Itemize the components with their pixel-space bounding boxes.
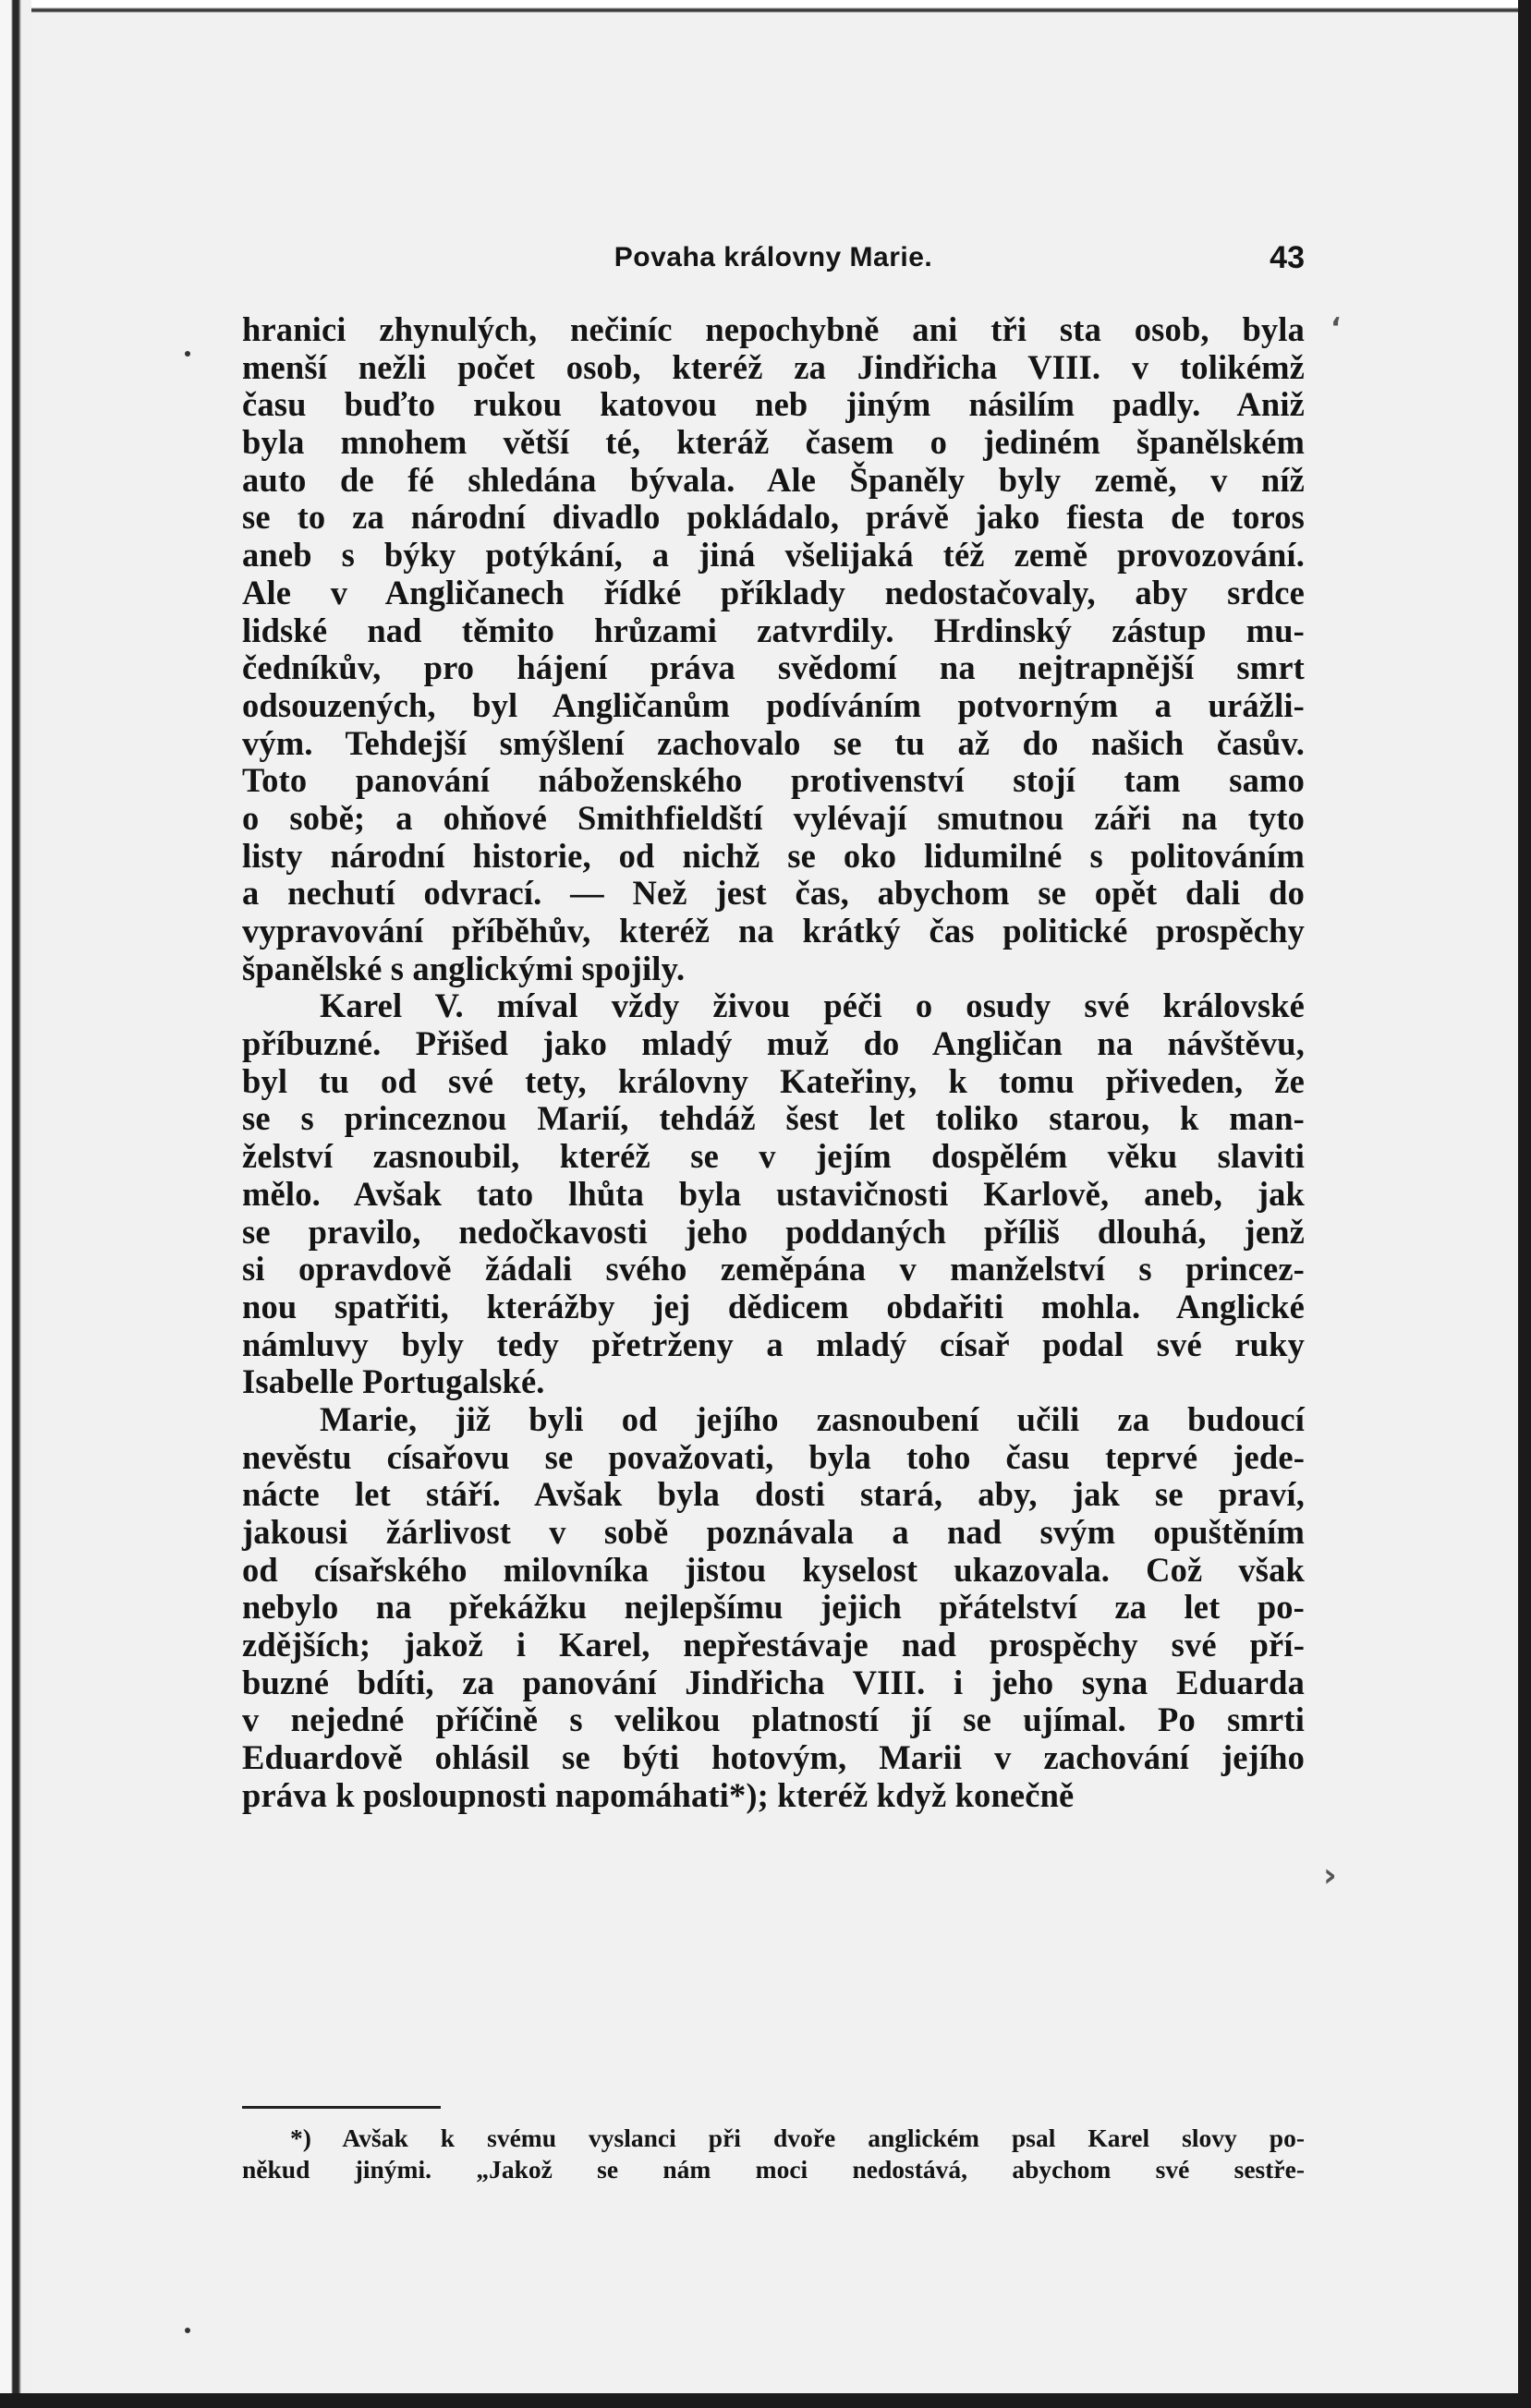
text-line: buzné bdíti, za panování Jindřicha VIII. i jeho syna Eduarda: [242, 1663, 1305, 1701]
text-line: byl tu od své tety, královny Kateřiny, k tomu přiveden, že: [242, 1061, 1305, 1100]
text-line: vypravování příběhův, kteréž na krátký čas politické prospěchy: [242, 912, 1305, 950]
margin-dot: [185, 351, 190, 357]
margin-mark: ‘: [1331, 312, 1342, 345]
text-line: se to za národní divadlo pokládalo, právě jako fiesta de toros: [242, 498, 1305, 537]
text-line: Ale v Angličanech řídké příklady nedostačovaly, aby srdce: [242, 573, 1305, 611]
text-line: hranici zhynulých, nečiníc nepochybně ani tři sta osob, byla: [242, 310, 1305, 348]
text-line: odsouzených, byl Angličanům podíváním potvorným a urážli-: [242, 685, 1305, 724]
text-line: Eduardově ohlásil se býti hotovým, Marii v zachování jejího: [242, 1738, 1305, 1777]
footnote-rule: [242, 2106, 441, 2109]
running-head: [242, 242, 1305, 283]
text-line: v nejedné příčině s velikou platností jí se ujímal. Po smrti: [242, 1700, 1305, 1739]
footnote: [242, 2123, 1305, 2185]
text-line: čedníkův, pro hájení práva svědomí na nejtrapnější smrt: [242, 648, 1305, 687]
text-line: Marie, již byli od jejího zasnoubení učili za budoucí: [320, 1399, 1305, 1438]
scan-edge-top: [0, 0, 1531, 13]
scan-edge-bottom: [0, 2393, 1531, 2408]
text-line: od císařského milovníka jistou kyselost ukazovala. Což však: [242, 1550, 1305, 1589]
text-line: práva k posloupnosti napomáhati*); kteréž když konečně: [242, 1775, 1075, 1814]
text-line: byla mnohem větší té, kteráž časem o jediném španělském: [242, 423, 1305, 462]
footnote-line: někud jinými. „Jakož se nám moci nedostává, abychom své sestře-: [242, 2155, 1305, 2184]
text-line: mělo. Avšak tato lhůta byla ustavičnosti Karlově, aneb, jak: [242, 1174, 1305, 1213]
text-line: času buďto rukou katovou neb jiným násilím padly. Aniž: [242, 385, 1305, 424]
running-title: Povaha královny Marie.: [614, 242, 933, 272]
text-line: se s princeznou Marií, tehdáž šest let toliko starou, k man-: [242, 1099, 1305, 1138]
text-line: se pravilo, nedočkavosti jeho poddaných příliš dlouhá, jenž: [242, 1212, 1305, 1251]
text-line: o sobě; a ohňové Smithfieldští vylévají smutnou záři na tyto: [242, 798, 1305, 837]
footnote-line: *) Avšak k svému vyslanci při dvoře anglickém psal Karel slovy po-: [290, 2124, 1305, 2152]
text-line: nou spatřiti, kterážby jej dědicem obdařiti mohla. Anglické: [242, 1287, 1305, 1325]
text-line: španělské s anglickými spojily.: [242, 949, 686, 987]
text-line: vým. Tehdejší smýšlení zachovalo se tu až do našich časův.: [242, 723, 1305, 762]
text-line: želství zasnoubil, kteréž se v jejím dospělém věku slaviti: [242, 1137, 1305, 1176]
text-line: Karel V. míval vždy živou péči o osudy své královské: [320, 986, 1305, 1025]
text-line: aneb s býky potýkání, a jiná všelijaká též země provozování.: [242, 536, 1305, 575]
text-line: nevěstu císařovu se považovati, byla toho času teprvé jede-: [242, 1437, 1305, 1476]
text-line: námluvy byly tedy přetrženy a mladý císař podal své ruky: [242, 1325, 1305, 1363]
page-number: 43: [1270, 240, 1305, 275]
text-line: si opravdově žádali svého zeměpána v manželství s princez-: [242, 1250, 1305, 1289]
text-line: Toto panování náboženského protivenství stojí tam samo: [242, 761, 1305, 800]
text-line: auto de fé shledána bývala. Ale Španěly byly země, v níž: [242, 460, 1305, 499]
text-line: nebylo na překážku nejlepšímu jejich přátelství za let po-: [242, 1588, 1305, 1627]
body-text: [242, 311, 1305, 1815]
text-line: zdějších; jakož i Karel, nepřestávaje nad prospěchy své pří-: [242, 1626, 1305, 1664]
text-line: nácte let stáří. Avšak byla dosti stará, aby, jak se praví,: [242, 1475, 1305, 1514]
margin-mark: ›: [1323, 1857, 1337, 1894]
text-line: Isabelle Portugalské.: [242, 1362, 545, 1401]
text-line: a nechutí odvrací. — Než jest čas, abychom se opět dali do: [242, 874, 1305, 913]
text-line: příbuzné. Přišed jako mladý muž do Angličan na návštěvu,: [242, 1024, 1305, 1063]
scan-edge-left: [0, 0, 31, 2408]
text-line: menší nežli počet osob, kteréž za Jindřicha VIII. v tolikémž: [242, 347, 1305, 386]
margin-dot: [185, 2328, 190, 2333]
scan-edge-right: [1518, 0, 1531, 2408]
text-line: lidské nad těmito hrůzami zatvrdily. Hrdinský zástup mu-: [242, 611, 1305, 649]
text-line: listy národní historie, od nichž se oko lidumilné s politováním: [242, 836, 1305, 875]
text-line: jakousi žárlivost v sobě poznávala a nad svým opuštěním: [242, 1513, 1305, 1551]
